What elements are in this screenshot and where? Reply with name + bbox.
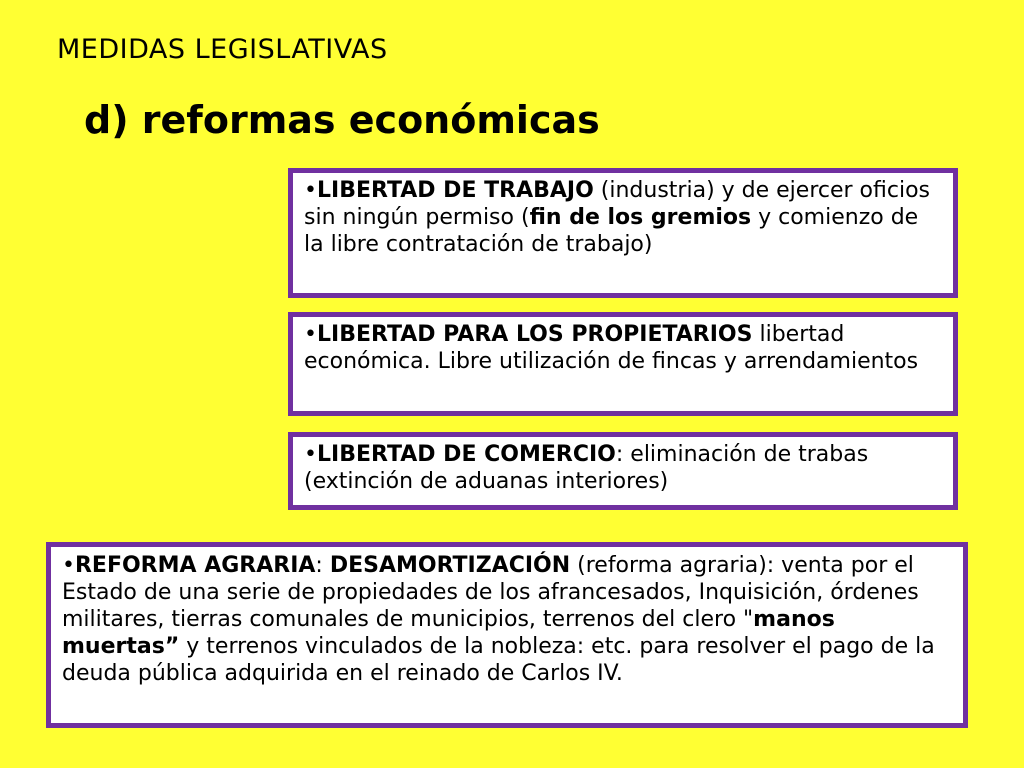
libertad-propietarios-box bbox=[288, 312, 958, 416]
reforma-agraria-text-end: y terrenos vinculados de la nobleza: etc. para resolver el pago de la deuda pública adquirida en el reinado de Carlos IV. bbox=[62, 634, 935, 686]
libertad-trabajo-heading: LIBERTAD DE TRABAJO bbox=[316, 178, 594, 203]
reforma-agraria-text: (reforma agraria): venta por el Estado de una serie de propiedades de los afrancesados, Inquisición, órdenes militares, tierras comunales de municipios, terrenos del clero " bbox=[62, 553, 919, 632]
bullet: • bbox=[62, 553, 75, 578]
libertad-trabajo-text: (industria) y de ejercer oficios sin ningún permiso ( bbox=[304, 178, 931, 230]
libertad-comercio-heading: LIBERTAD DE COMERCIO bbox=[316, 442, 616, 467]
fin-gremios-text: fin de los gremios bbox=[529, 205, 752, 230]
libertad-comercio-box bbox=[288, 432, 958, 510]
libertad-comercio-text: : eliminación de trabas (extinción de aduanas interiores) bbox=[304, 442, 869, 494]
bullet: • bbox=[304, 178, 317, 203]
libertad-trabajo-text-end: y comienzo de la libre contratación de trabajo) bbox=[304, 205, 919, 257]
slide-title: d) reformas económicas bbox=[84, 98, 600, 142]
reforma-agraria-box bbox=[46, 542, 968, 728]
manos-muertas-text: manos muertas” bbox=[62, 607, 835, 659]
slide-heading: MEDIDAS LEGISLATIVAS bbox=[57, 34, 388, 65]
reforma-agraria-separator: : bbox=[315, 553, 330, 578]
libertad-propietarios-text: libertad económica. Libre utilización de fincas y arrendamientos bbox=[304, 322, 919, 374]
bullet: • bbox=[304, 322, 317, 347]
bullet: • bbox=[304, 442, 317, 467]
desamortizacion-heading: DESAMORTIZACIÓN bbox=[329, 553, 571, 578]
reforma-agraria-heading: REFORMA AGRARIA bbox=[74, 553, 316, 578]
libertad-propietarios-heading: LIBERTAD PARA LOS PROPIETARIOS bbox=[316, 322, 753, 347]
libertad-trabajo-box bbox=[288, 168, 958, 298]
